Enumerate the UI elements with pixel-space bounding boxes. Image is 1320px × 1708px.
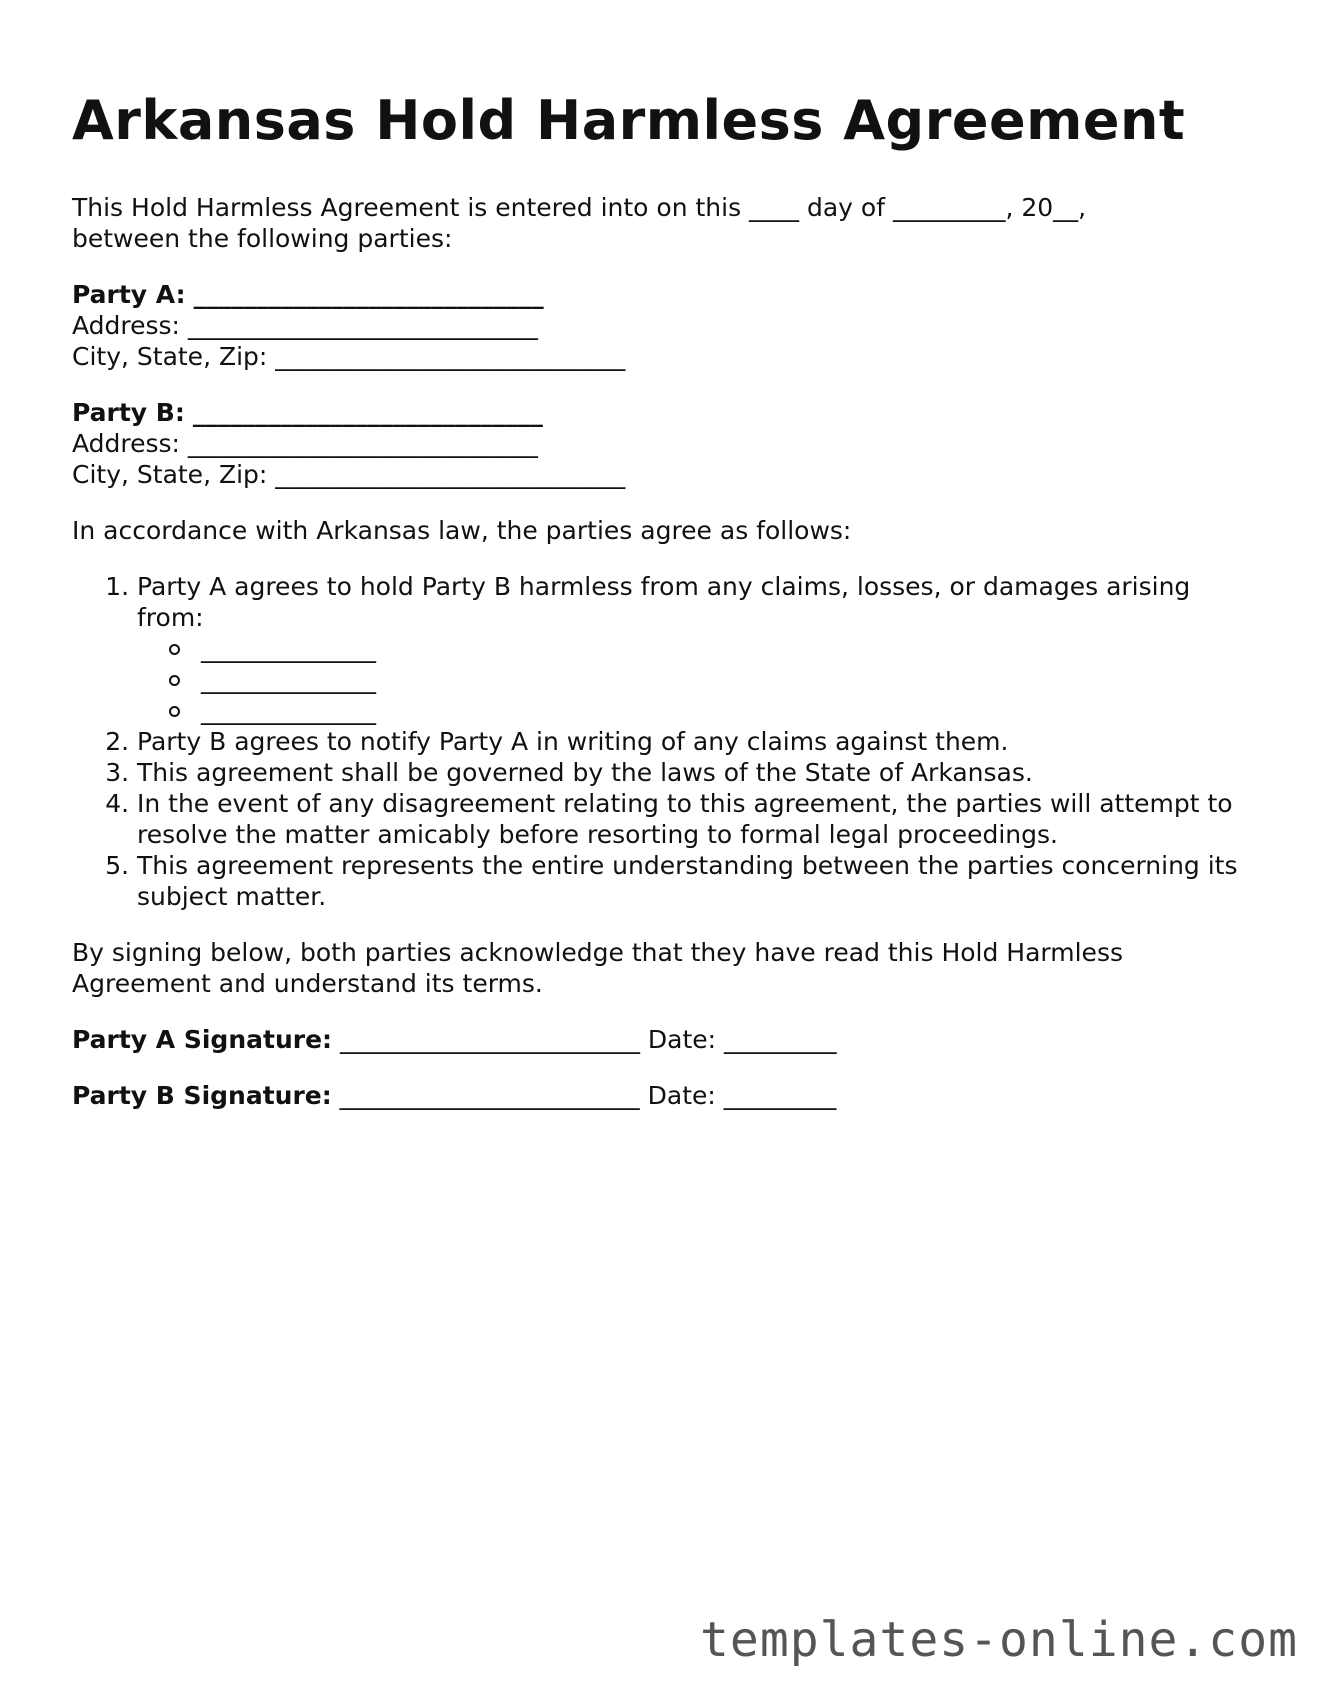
party-a-signature-line — [72, 1024, 1252, 1055]
party-b-signature-line — [72, 1080, 1252, 1111]
sub-item — [165, 664, 1252, 695]
party-b-signature-blank: ________________________ Date: _________ — [331, 1081, 837, 1110]
term-text: Party A agrees to hold Party B harmless from any claims, losses, or damages arising from: — [137, 572, 1191, 632]
party-a-label: Party A: — [72, 280, 186, 309]
party-b-block — [72, 397, 1252, 490]
term-item: 4. In the event of any disagreement relating to this agreement, the parties will attempt to resolve the matter amicably before resorting to formal legal proceedings. — [137, 788, 1252, 850]
sub-item — [165, 633, 1252, 664]
circle-bullet-icon — [169, 644, 180, 655]
party-a-signature-label: Party A Signature: — [72, 1025, 333, 1054]
party-b-city-state-zip: City, State, Zip: ____________________________ — [72, 460, 626, 489]
party-a-name-line — [72, 279, 1252, 310]
party-b-signature-label: Party B Signature: — [72, 1081, 332, 1110]
sub-item-blank: ______________ — [201, 696, 376, 725]
intro-line-1: This Hold Harmless Agreement is entered into on this ____ day of _________, 20__, — [72, 193, 1087, 222]
party-a-signature-blank: ________________________ Date: _________ — [332, 1025, 837, 1054]
acknowledgement-paragraph: By signing below, both parties acknowledge that they have read this Hold Harmless Agreement and understand its terms. — [72, 938, 1123, 998]
watermark: templates-online.com — [700, 1612, 1298, 1668]
party-a-block — [72, 279, 1252, 372]
sub-item-blank: ______________ — [201, 634, 376, 663]
agreement-intro: In accordance with Arkansas law, the parties agree as follows: — [72, 516, 852, 545]
document-title: Arkansas Hold Harmless Agreement — [72, 89, 1186, 152]
sub-item-blank: ______________ — [201, 665, 376, 694]
party-b-label: Party B: — [72, 398, 185, 427]
term-item — [137, 571, 1252, 726]
terms-list — [72, 571, 1252, 912]
party-a-city-state-zip: City, State, Zip: ____________________________ — [72, 342, 626, 371]
circle-bullet-icon — [169, 706, 180, 717]
party-b-address: Address: ____________________________ — [72, 429, 538, 458]
term-item: 2. Party B agrees to notify Party A in writing of any claims against them. — [137, 726, 1252, 757]
party-a-name-blank: ____________________________ — [193, 280, 544, 309]
party-a-address: Address: ____________________________ — [72, 311, 538, 340]
document-page — [72, 88, 1252, 1136]
intro-line-2: between the following parties: — [72, 224, 453, 253]
term-item: 3. This agreement shall be governed by the laws of the State of Arkansas. — [137, 757, 1252, 788]
sub-item — [165, 695, 1252, 726]
party-b-name-line — [72, 397, 1252, 428]
intro-paragraph — [72, 192, 1252, 254]
sub-list — [137, 633, 1252, 726]
term-item: 5. This agreement represents the entire understanding between the parties concerning its subject matter. — [137, 850, 1252, 912]
party-b-name-blank: ____________________________ — [192, 398, 543, 427]
circle-bullet-icon — [169, 675, 180, 686]
